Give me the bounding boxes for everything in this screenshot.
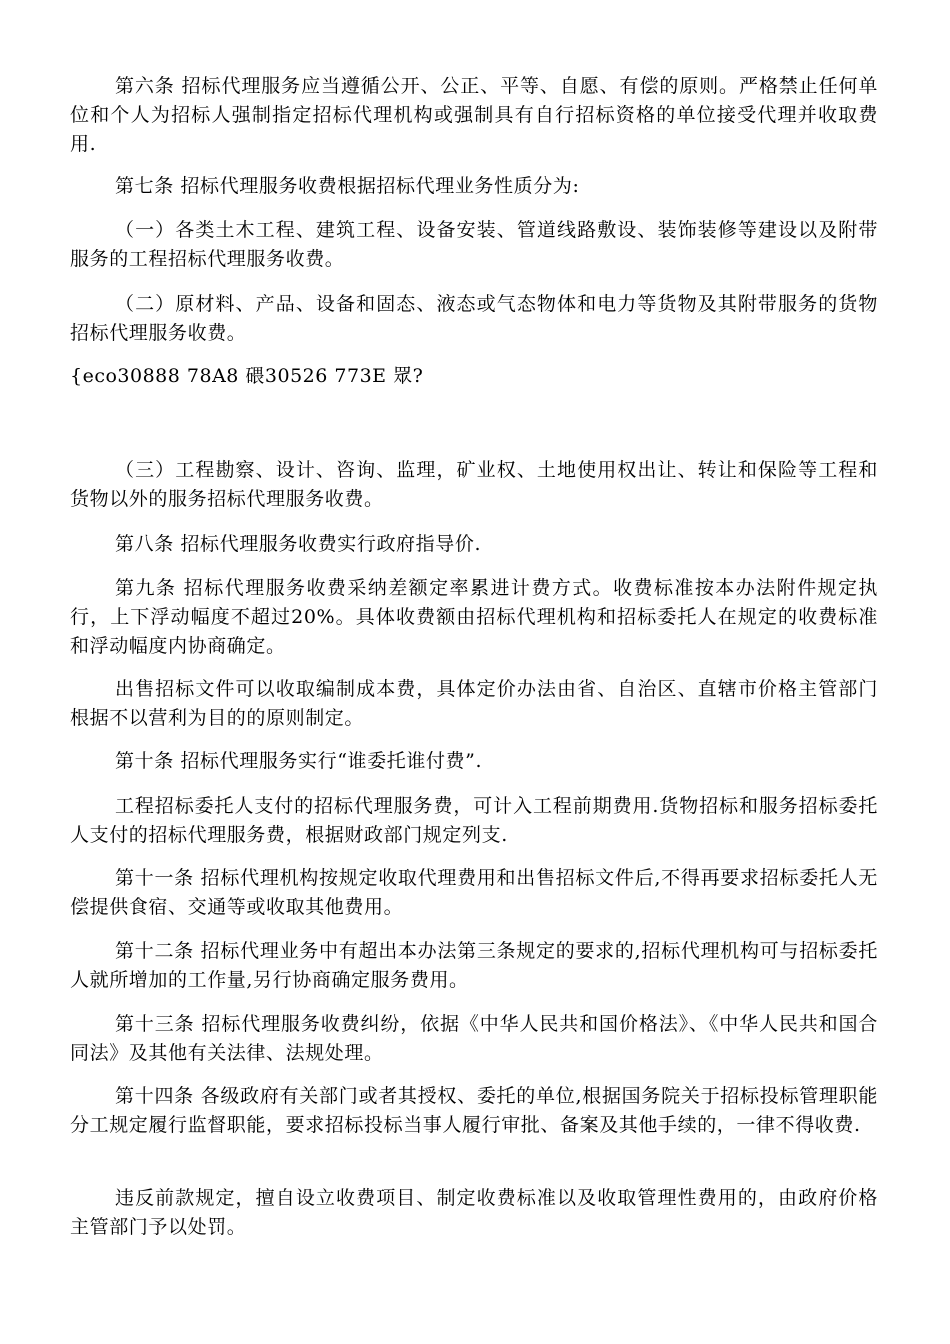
article-11-paragraph: 第十一条 招标代理机构按规定收取代理费用和出售招标文件后,不得再要求招标委托人无偿提供食宿、交通等或收取其他费用。 [70, 867, 878, 918]
article-13-paragraph: 第十三条 招标代理服务收费纠纷，依据《中华人民共和国价格法》、《中华人民共和国合同法》及其他有关法律、法规处理。 [70, 1013, 878, 1064]
article-7-paragraph: 第七条 招标代理服务收费根据招标代理业务性质分为: [115, 175, 580, 197]
article-8-paragraph: 第八条 招标代理服务收费实行政府指导价. [115, 533, 482, 555]
article-9-subparagraph: 出售招标文件可以收取编制成本费，具体定价办法由省、自治区、直辖市价格主管部门根据不以营利为目的的原则制定。 [70, 678, 878, 729]
article-10-paragraph: 第十条 招标代理服务实行“谁委托谁付费”. [115, 750, 483, 772]
article-6-paragraph: 第六条 招标代理服务应当遵循公开、公正、平等、自愿、有偿的原则。严格禁止任何单位和个人为招标人强制指定招标代理机构或强制具有自行招标资格的单位接受代理并收取费用. [70, 75, 878, 155]
article-7-item-1-paragraph: （一）各类土木工程、建筑工程、设备安装、管道线路敷设、装饰装修等建设以及附带服务的工程招标代理服务收费。 [70, 219, 878, 270]
article-10-subparagraph: 工程招标委托人支付的招标代理服务费，可计入工程前期费用.货物招标和服务招标委托人支付的招标代理服务费，根据财政部门规定列支. [70, 795, 878, 846]
garbled-code-line: {eco30888 78A8 碨30526 773E 眾? [70, 365, 424, 387]
article-14-paragraph: 第十四条 各级政府有关部门或者其授权、委托的单位,根据国务院关于招标投标管理职能分工规定履行监督职能，要求招标投标当事人履行审批、备案及其他手续的，一律不得收费. [70, 1085, 878, 1136]
article-14-subparagraph: 违反前款规定，擅自设立收费项目、制定收费标准以及收取管理性费用的，由政府价格主管部门予以处罚。 [70, 1187, 878, 1238]
article-12-paragraph: 第十二条 招标代理业务中有超出本办法第三条规定的要求的,招标代理机构可与招标委托人就所增加的工作量,另行协商确定服务费用。 [70, 940, 878, 991]
article-7-item-2-paragraph: （二）原材料、产品、设备和固态、液态或气态物体和电力等货物及其附带服务的货物招标代理服务收费。 [70, 293, 878, 344]
article-7-item-3-paragraph: （三）工程勘察、设计、咨询、监理，矿业权、土地使用权出让、转让和保险等工程和货物以外的服务招标代理服务收费。 [70, 459, 878, 510]
article-9-paragraph: 第九条 招标代理服务收费采纳差额定率累进计费方式。收费标准按本办法附件规定执行，上下浮动幅度不超过20%。具体收费额由招标代理机构和招标委托人在规定的收费标准和浮动幅度内协商确定。 [70, 577, 878, 657]
